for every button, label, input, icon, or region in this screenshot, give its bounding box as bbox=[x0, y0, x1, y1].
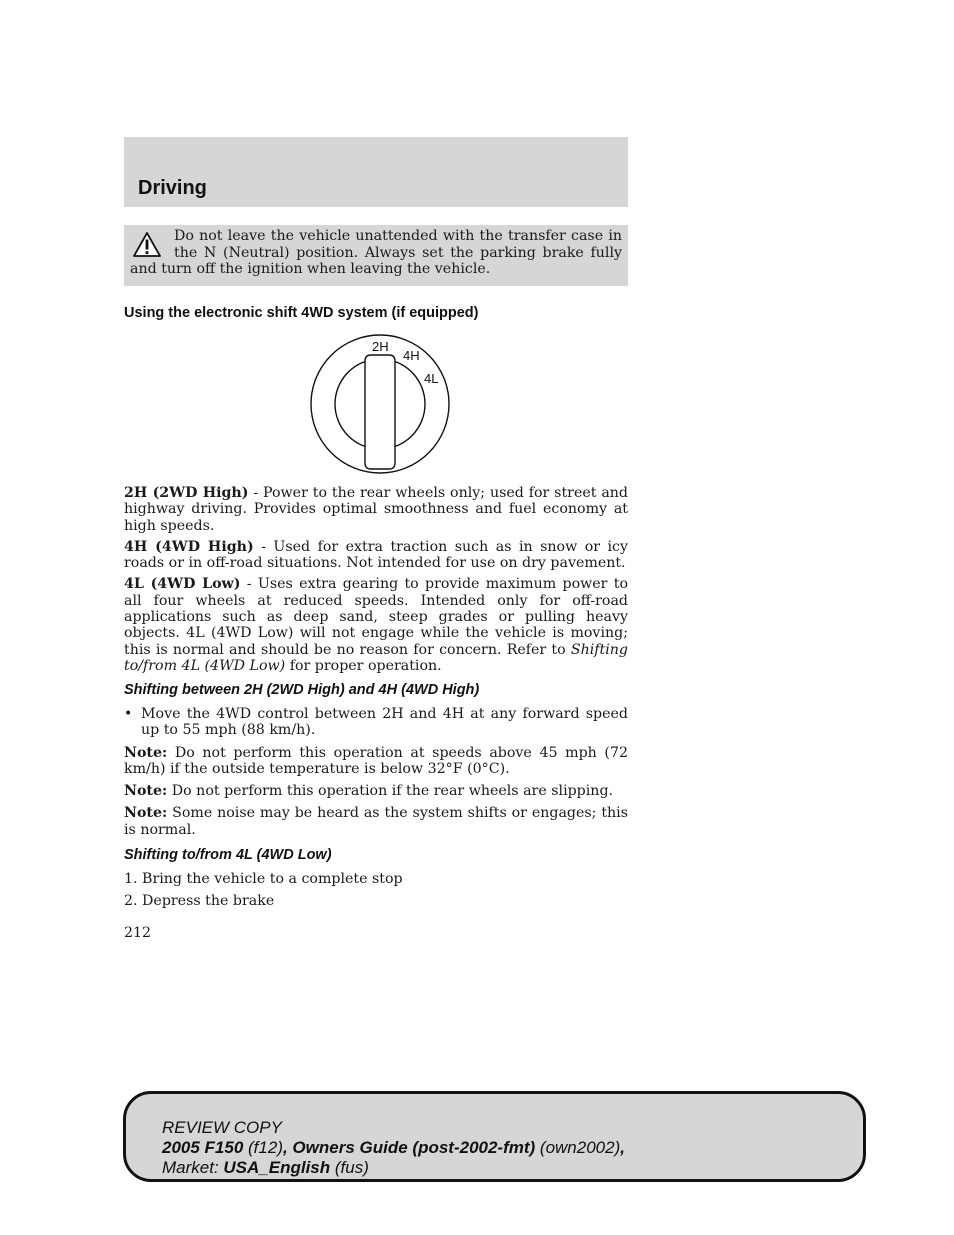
note-1-text: Do not perform this operation at speeds above 45 mph (72 km/h) if the outside temperature is below 32°F (0°C). bbox=[124, 744, 628, 777]
section-header bbox=[124, 137, 628, 207]
mode-4l-text: - Uses extra gearing to provide maximum power to all four wheels at reduced speeds. Intended only for off-road applications such as deep sand, steep grades or pulling heavy objects. 4L (4WD Low) will not engage while the vehicle is moving; this is normal and should be no reason for concern. Refer to bbox=[124, 576, 628, 658]
footer-review-copy: REVIEW COPY bbox=[162, 1118, 282, 1137]
heading-electronic-shift: Using the electronic shift 4WD system (if equipped) bbox=[124, 305, 479, 321]
footer-guide-code: (own2002) bbox=[535, 1138, 621, 1157]
footer-market-code: (fus) bbox=[330, 1158, 369, 1177]
mode-4l-reference: Shifting to/from 4L (4WD Low) bbox=[124, 641, 628, 674]
step-2: 2. Depress the brake bbox=[124, 893, 275, 910]
dial-label-4l: 4L bbox=[424, 371, 439, 386]
warning-text bbox=[130, 228, 622, 278]
warning-message: Do not leave the vehicle unattended with the transfer case in the N (Neutral) position. Always set the parking brake fully and turn off the ignition when leaving the vehicle. bbox=[130, 228, 622, 277]
note-2 bbox=[124, 783, 628, 799]
note-2-text: Do not perform this operation if the rear wheels are slipping. bbox=[167, 783, 614, 800]
footer-text bbox=[162, 1118, 625, 1178]
mode-4h-term: 4H (4WD High) bbox=[124, 538, 254, 555]
mode-4l bbox=[124, 576, 628, 674]
mode-2h-term: 2H (2WD High) bbox=[124, 485, 249, 501]
shift-4l-section bbox=[124, 847, 628, 910]
bullet-item bbox=[124, 706, 628, 739]
footer-market-label: Market: bbox=[162, 1158, 224, 1177]
step-1: 1. Bring the vehicle to a complete stop bbox=[124, 871, 403, 887]
section-title: Driving bbox=[138, 177, 207, 199]
mode-2h bbox=[124, 485, 628, 534]
mode-4h-text: - Used for extra traction such as in snow or icy roads or in off-road situations. Not intended for use on dry pavement. bbox=[124, 538, 628, 572]
shift-2h-4h-section bbox=[124, 682, 628, 838]
review-footer bbox=[123, 1091, 866, 1182]
bullet-dot: • bbox=[124, 706, 133, 722]
note-1-label: Note: bbox=[124, 744, 168, 761]
4wd-dial-illustration bbox=[309, 333, 451, 475]
page-number: 212 bbox=[124, 925, 152, 941]
note-3-text: Some noise may be heard as the system shifts or engages; this is normal. bbox=[124, 805, 628, 838]
modes-section bbox=[124, 485, 628, 674]
footer-model-code: (f12) bbox=[243, 1138, 283, 1157]
bullet-text: Move the 4WD control between 2H and 4H at any forward speed up to 55 mph (88 km/h). bbox=[141, 706, 628, 739]
footer-model: 2005 F150 bbox=[162, 1138, 244, 1157]
heading-shift-4l: Shifting to/from 4L (4WD Low) bbox=[124, 847, 332, 863]
footer-market: USA_English bbox=[223, 1158, 331, 1177]
note-3-label: Note: bbox=[124, 805, 168, 822]
note-2-label: Note: bbox=[124, 783, 168, 800]
footer-comma: , bbox=[620, 1138, 625, 1157]
footer-guide: , Owners Guide (post-2002-fmt) bbox=[282, 1138, 536, 1157]
dial-label-2h: 2H bbox=[372, 339, 389, 354]
note-1 bbox=[124, 745, 628, 778]
mode-4h bbox=[124, 539, 628, 572]
mode-4l-tail: for proper operation. bbox=[285, 657, 442, 674]
note-3 bbox=[124, 805, 628, 838]
mode-2h-text: - Power to the rear wheels only; used for street and highway driving. Provides optimal smoothness and fuel economy at high speeds. bbox=[124, 485, 628, 534]
warning-box bbox=[124, 225, 628, 286]
mode-4l-term: 4L (4WD Low) bbox=[124, 576, 241, 593]
dial-label-4h: 4H bbox=[403, 348, 420, 363]
main-content bbox=[124, 305, 628, 321]
heading-shift-2h-4h: Shifting between 2H (2WD High) and 4H (4WD High) bbox=[124, 682, 480, 698]
